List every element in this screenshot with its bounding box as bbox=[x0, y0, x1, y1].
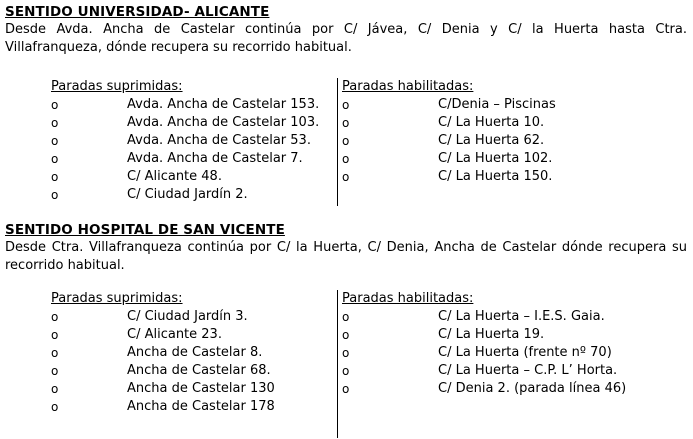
enabled-stop-item bbox=[342, 380, 682, 398]
section-description: Desde Avda. Ancha de Castelar continúa por C/ Jávea, C/ Denia y C/ la Huerta hasta Ctra. Villafranqueza, dónde recupera su recorrido habitual. bbox=[5, 22, 687, 55]
section-heading: SENTIDO HOSPITAL DE SAN VICENTE bbox=[5, 222, 285, 238]
bullet-icon: o bbox=[342, 152, 350, 166]
enabled-stops-title: Paradas habilitadas: bbox=[342, 291, 474, 306]
stop-label: C/ Denia 2. (parada línea 46) bbox=[438, 381, 627, 396]
suppressed-stop-item bbox=[51, 150, 337, 168]
stop-label: Avda. Ancha de Castelar 7. bbox=[127, 151, 303, 166]
suppressed-stop-item bbox=[51, 362, 337, 380]
suppressed-stop-item bbox=[51, 114, 337, 132]
section-description: Desde Ctra. Villafranqueza continúa por C/ la Huerta, C/ Denia, Ancha de Castelar dónde recupera su recorrido habitual. bbox=[5, 240, 687, 273]
suppressed-stops-title: Paradas suprimidas: bbox=[51, 79, 183, 94]
stop-label: C/ Alicante 48. bbox=[127, 169, 222, 184]
column-divider bbox=[337, 290, 338, 438]
suppressed-stop-item bbox=[51, 168, 337, 186]
stop-label: Ancha de Castelar 8. bbox=[127, 345, 263, 360]
suppressed-stops-list bbox=[51, 308, 337, 416]
enabled-stop-item bbox=[342, 132, 682, 150]
enabled-stop-item bbox=[342, 362, 682, 380]
bullet-icon: o bbox=[51, 116, 59, 130]
suppressed-stop-item bbox=[51, 132, 337, 150]
bullet-icon: o bbox=[342, 134, 350, 148]
column-divider bbox=[337, 78, 338, 206]
stop-label: Ancha de Castelar 68. bbox=[127, 363, 271, 378]
suppressed-stops-title: Paradas suprimidas: bbox=[51, 291, 183, 306]
stop-label: C/Denia – Piscinas bbox=[438, 97, 556, 112]
enabled-stop-item bbox=[342, 326, 682, 344]
stop-label: C/ La Huerta – I.E.S. Gaia. bbox=[438, 309, 605, 324]
stop-label: Avda. Ancha de Castelar 153. bbox=[127, 97, 320, 112]
stop-label: C/ La Huerta – C.P. L’ Horta. bbox=[438, 363, 618, 378]
stop-label: C/ La Huerta 10. bbox=[438, 115, 545, 130]
enabled-stop-item bbox=[342, 308, 682, 326]
stop-label: C/ La Huerta 102. bbox=[438, 151, 553, 166]
stop-label: Avda. Ancha de Castelar 103. bbox=[127, 115, 320, 130]
suppressed-stops bbox=[51, 290, 337, 416]
enabled-stops-list bbox=[342, 308, 682, 398]
bullet-icon: o bbox=[51, 170, 59, 184]
enabled-stop-item bbox=[342, 96, 682, 114]
stop-label: C/ La Huerta 150. bbox=[438, 169, 553, 184]
enabled-stops-list bbox=[342, 96, 682, 186]
bullet-icon: o bbox=[51, 346, 59, 360]
section-universidad-alicante bbox=[5, 3, 687, 202]
bullet-icon: o bbox=[51, 364, 59, 378]
suppressed-stops-list bbox=[51, 96, 337, 204]
bullet-icon: o bbox=[51, 382, 59, 396]
bullet-icon: o bbox=[51, 400, 59, 414]
stop-label: Avda. Ancha de Castelar 53. bbox=[127, 133, 311, 148]
suppressed-stop-item bbox=[51, 326, 337, 344]
bullet-icon: o bbox=[51, 310, 59, 324]
bullet-icon: o bbox=[342, 98, 350, 112]
enabled-stop-item bbox=[342, 168, 682, 186]
suppressed-stop-item bbox=[51, 398, 337, 416]
section-hospital-san-vicente bbox=[5, 221, 687, 414]
bullet-icon: o bbox=[51, 328, 59, 342]
enabled-stop-item bbox=[342, 114, 682, 132]
bullet-icon: o bbox=[342, 328, 350, 342]
stop-label: C/ Ciudad Jardín 3. bbox=[127, 309, 248, 324]
enabled-stops bbox=[342, 78, 682, 186]
suppressed-stop-item bbox=[51, 96, 337, 114]
bullet-icon: o bbox=[342, 364, 350, 378]
bullet-icon: o bbox=[342, 346, 350, 360]
enabled-stop-item bbox=[342, 150, 682, 168]
suppressed-stop-item bbox=[51, 344, 337, 362]
bullet-icon: o bbox=[342, 382, 350, 396]
bullet-icon: o bbox=[51, 98, 59, 112]
enabled-stop-item bbox=[342, 344, 682, 362]
stop-label: C/ Ciudad Jardín 2. bbox=[127, 187, 248, 202]
enabled-stops-title: Paradas habilitadas: bbox=[342, 79, 474, 94]
enabled-stops bbox=[342, 290, 682, 398]
suppressed-stops bbox=[51, 78, 337, 204]
stop-label: C/ Alicante 23. bbox=[127, 327, 222, 342]
stop-label: C/ La Huerta 62. bbox=[438, 133, 545, 148]
stop-label: Ancha de Castelar 178 bbox=[127, 399, 275, 414]
stop-label: C/ La Huerta 19. bbox=[438, 327, 545, 342]
suppressed-stop-item bbox=[51, 308, 337, 326]
bullet-icon: o bbox=[342, 116, 350, 130]
stop-label: Ancha de Castelar 130 bbox=[127, 381, 275, 396]
bullet-icon: o bbox=[342, 310, 350, 324]
bullet-icon: o bbox=[51, 134, 59, 148]
suppressed-stop-item bbox=[51, 380, 337, 398]
stop-label: C/ La Huerta (frente nº 70) bbox=[438, 345, 612, 360]
section-heading: SENTIDO UNIVERSIDAD- ALICANTE bbox=[5, 4, 270, 20]
bullet-icon: o bbox=[342, 170, 350, 184]
bullet-icon: o bbox=[51, 152, 59, 166]
suppressed-stop-item bbox=[51, 186, 337, 204]
bullet-icon: o bbox=[51, 188, 59, 202]
